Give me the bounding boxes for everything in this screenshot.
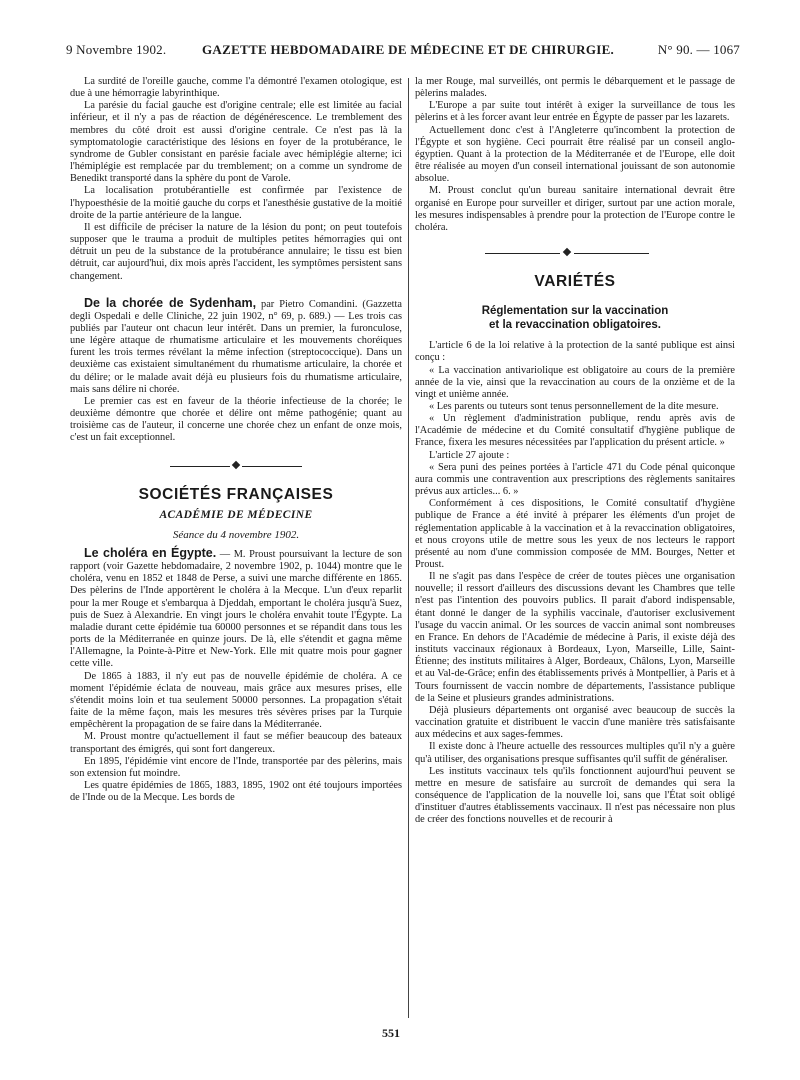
section-title-varietes: VARIÉTÉS bbox=[534, 273, 616, 291]
article-title-line-2: et la revaccination obligatoires. bbox=[489, 319, 661, 332]
paragraph: Déjà plusieurs départements ont organisé avec beaucoup de succès la vaccination gratuite et distribuent le vaccin d'une manière très satisfaisante aux médecins et aux sages-femmes. bbox=[415, 704, 735, 741]
paragraph: Les quatre épidémies de 1865, 1883, 1895, 1902 ont été toujours importées de l'Inde ou de la Mecque. Les bords de bbox=[70, 779, 402, 804]
cholera-paragraph bbox=[70, 547, 402, 671]
right-column bbox=[415, 76, 735, 826]
paragraph: De 1865 à 1883, il n'y eut pas de nouvelle épidémie de choléra. A ce moment l'épidémie éclata de nouveau, mais grâce aux mesures prises, elle s'étendit moins loin et tua seulement 50000 personnes. La propagation s'était faite de la même façon, mais les mesures très sévères prises par la Turquie empêchèrent la propagation de se faire dans la Méditerranée. bbox=[70, 670, 402, 731]
academy-heading: ACADÉMIE DE MÉDECINE bbox=[159, 508, 313, 521]
paragraph: la mer Rouge, mal surveillés, ont permis le débarquement et le passage de pèlerins malades. bbox=[415, 76, 735, 100]
section-ornament bbox=[415, 246, 735, 262]
paragraph: « Les parents ou tuteurs sont tenus personnellement de la dite mesure. bbox=[429, 400, 719, 412]
paragraph: « La vaccination antivariolique est obligatoire au cours de la première année de la vie, ainsi que la revaccination au cours de la onzième et de la vingt et unième année. bbox=[415, 364, 735, 400]
running-header bbox=[66, 42, 740, 62]
header-date: 9 Novembre 1902. bbox=[66, 42, 167, 57]
page-number: 551 bbox=[382, 1026, 400, 1040]
article-title bbox=[415, 304, 735, 332]
left-column bbox=[70, 76, 402, 804]
header-issue-page: N° 90. — 1067 bbox=[657, 42, 740, 57]
chorea-text: par Pietro Comandini. (Gazzetta degli Ospedali e delle Cliniche, 22 juin 1902, n° 69, p. 689.) — Les trois cas publiés par l'auteur ont chacun leur intérêt. Dans un premier, la furonculose, une légère attaque de rhumatisme articulaire et les mouvements choréiques furent les trois termes révélant la même infection (streptococcique). Dans un deuxième cas existaient simultanément du rhumatisme articulaire, la chorée et du délire; or le malade avait déjà eu plusieurs fois du rhumatisme articulaire, mais sans délire ni chorée. bbox=[70, 298, 402, 395]
chorea-title: De la chorée de Sydenham, bbox=[84, 295, 257, 310]
section-title: SOCIÉTÉS FRANÇAISES bbox=[138, 485, 334, 503]
paragraph: L'article 6 de la loi relative à la protection de la santé publique est ainsi conçu : bbox=[415, 340, 735, 364]
column-divider bbox=[408, 78, 409, 1018]
header-journal-title: GAZETTE HEBDOMADAIRE DE MÉDECINE ET DE CHIRURGIE. bbox=[202, 42, 615, 57]
paragraph: Le premier cas est en faveur de la théorie infectieuse de la chorée; le deuxième démontre que chorée et délire ont même pathogénie; quant au troisième cas de l'auteur, il concerne une chorée chez un enfant de onze mois, c'est un fait exceptionnel. bbox=[70, 395, 402, 444]
paragraph: « Un règlement d'administration publique, rendu après avis de l'Académie de médecine et du Comité consultatif d'hygiène publique de France, fixera les mesures nécessitées par l'application du présent article. » bbox=[415, 413, 735, 449]
paragraph: Il existe donc à l'heure actuelle des ressources multiples qu'il n'y a guère qu'à utiliser, des organisations presque suffisantes qu'il suffit de généraliser. bbox=[415, 741, 735, 765]
paragraph: La surdité de l'oreille gauche, comme l'a démontré l'examen otologique, est due à une hémorragie labyrinthique. bbox=[70, 76, 402, 100]
chorea-paragraph bbox=[70, 297, 402, 396]
article-title-line-1: Réglementation sur la vaccination bbox=[481, 305, 669, 318]
paragraph: L'Europe a par suite tout intérêt à exiger la surveillance de tous les pèlerins et à les forcer avant leur entrée en Égypte de passer par les lazarets. bbox=[415, 100, 735, 124]
paragraph: L'article 27 ajoute : bbox=[429, 449, 510, 461]
paragraph: La localisation protubérantielle est confirmée par l'existence de l'hypoesthésie de la moitié gauche du corps et l'anesthésie gustative de la moitié droite de la partie antérieure de la langue. bbox=[70, 185, 402, 221]
section-ornament bbox=[70, 459, 402, 475]
paragraph: M. Proust montre qu'actuellement il faut se méfier beaucoup des bateaux transportant des émigrés, qui sont fort dangereux. bbox=[70, 731, 402, 755]
paragraph: Actuellement donc c'est à l'Angleterre qu'incombent la protection de l'Égypte et son hygiène. Ceci pourrait être réalisé par un conseil anglo-égyptien. Quant à la protection de la Méditerranée et de l'Europe, elle doit être réalisée au moyen d'un conseil international jouissant de son autonomie absolue. bbox=[415, 124, 735, 185]
paragraph: Conformément à ces dispositions, le Comité consultatif d'hygiène publique de France a été invité à préparer les éléments d'un projet de réglementation applicable à la vaccination et à la revaccination obligatoires, et nous croyons utile de mettre sous les yeux de nos lecteurs le rapport présenté au nom d'une commission composée de MM. Bourges, Netter et Proust. bbox=[415, 498, 735, 570]
session-date: Séance du 4 novembre 1902. bbox=[172, 528, 300, 541]
paragraph: Il ne s'agit pas dans l'espèce de créer de toutes pièces une organisation nouvelle; il ressort d'ailleurs des discussions devant les Chambres que telle n'est pas l'intention des pouvoirs publics. Il parait d'abord indispensable, étant donné le danger de la syphilis vaccinale, d'autoriser exclusivement l'usage du vaccin animal. Or les sources de vaccin animal sont nombreuses en France. En dehors de l'Académie de médecine à Paris, il existe déjà des instituts vaccinaux régionaux à Bordeaux, Lyon, Marseille, Lille, Saint-Étienne; des instituts militaires à Alger, Bordeaux, Châlons, Lyon, Marseille et au Val-de-Grâce; enfin des établissements privés à Montpellier, à Paris et à Tours fournissent de vaccin nombre de départements, l'assistance publique de la Seine et plusieurs grandes administrations. bbox=[415, 571, 735, 704]
paragraph: La parésie du facial gauche est d'origine centrale; elle est limitée au facial inférieur, et il n'y a pas de réaction de dégénérescence. Le tremblement des membres du côté droit est aussi d'origine centrale. Ce n'est pas là la symptomatologie caractéristique des lésions en foyer de la protubérance, le syndrome de Gubler consistant en parésie faciale avec hémiplégie alterne; ici l'hémiplégie est remplacée par du tremblement; on a comme un syndrome de Benedikt transporté dans la sphère du pont de Varole. bbox=[70, 100, 402, 185]
cholera-text: — M. Proust poursuivant la lecture de son rapport (voir Gazette hebdomadaire, 2 novembre 1902, p. 1044) montre que le choléra, venu en 1852 et 1848 de Perse, a suivi une marche différente en 1865. Des pèlerins de l'Inde apportèrent le choléra à la Mecque. L'un d'eux reparlit pour la mer Rouge et s'embarqua à Djeddah, emportant le choléra jusqu'à Suez, puis de Suez à Alexandrie. En vingt jours le choléra envahit toute l'Égypte. La maladie durant cette épidémie tua 60000 personnes et se répandit dans tous les ports de la Méditerranée en quinze jours. De là, elle s'étendit et gagna même l'Allemagne, la Pointe-à-Pitre et New-York. Elle mit quatre mois pour gagner cette ville. bbox=[70, 549, 402, 670]
paragraph: « Sera puni des peines portées à l'article 471 du Code pénal quiconque aura commis une contravention aux prescriptions des règlements sanitaires prévus aux articles... 6. » bbox=[415, 461, 735, 498]
paragraph: En 1895, l'épidémie vint encore de l'Inde, transportée par des pèlerins, mais son extension fut moindre. bbox=[70, 755, 402, 779]
paragraph: Il est difficile de préciser la nature de la lésion du pont; on peut toutefois supposer que le trauma a produit de multiples petites hémorragies qui ont détruit un peu de la substance de la protubérance annulaire; le tissu est bien détruit, car aujourd'hui, dix mois après l'accident, les symptômes persistent sans changement. bbox=[70, 221, 402, 282]
paragraph: M. Proust conclut qu'un bureau sanitaire international devrait être organisé en Europe pour surveiller et diriger, surtout par une action morale, les mesures indispensables à prendre pour la protection de l'Europe contre le choléra. bbox=[415, 185, 735, 233]
paragraph: Les instituts vaccinaux tels qu'ils fonctionnent aujourd'hui peuvent se mettre en mesure de satisfaire au surcroît de demandes qui sera la conséquence de l'application de la nouvelle loi, sans que l'État soit obligé d'instituer d'autres établissements vaccinaux. Il n'est pas nécessaire non plus de créer des fonctions nouvelles et de recourir à bbox=[415, 765, 735, 826]
cholera-title: Le choléra en Égypte. bbox=[84, 546, 217, 560]
